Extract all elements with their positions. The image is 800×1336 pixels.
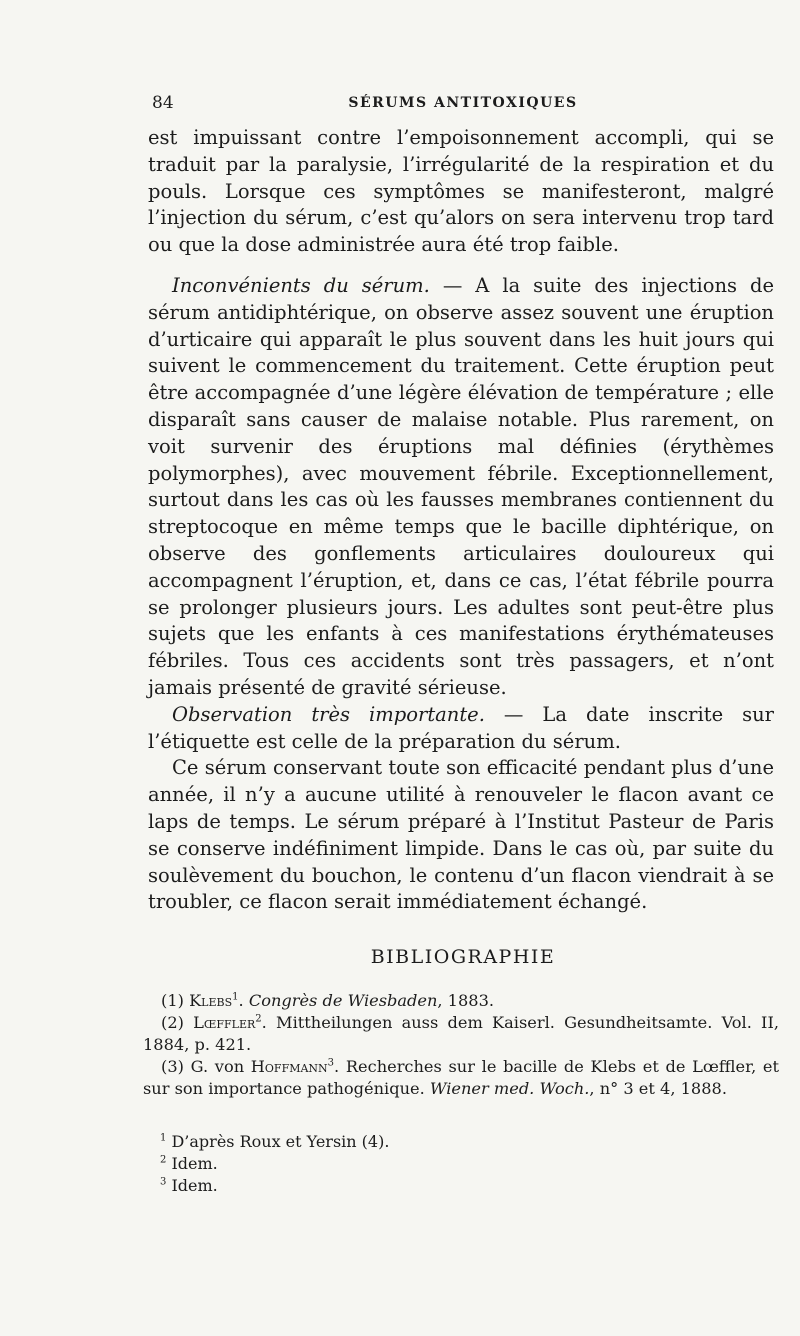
entry-pre: Recherches sur le bacille de Klebs et de Lœffler, et sur son importance pathogénique. [143,1057,780,1098]
run-in-heading: Inconvénients du sérum. [172,273,430,297]
bibliography-entry [143,990,779,1012]
entry-title: Mittheilungen auss dem Kaiserl. Gesundheitsamte. Vol. II, 1884, p. 421. [143,1013,779,1054]
footnote-text: Idem. [171,1154,218,1173]
footnote-text: Idem. [171,1176,218,1195]
page-number: 84 [152,93,174,113]
entry-author-prefix: G. von [190,1057,251,1076]
footnote-mark: 1 [160,1132,167,1144]
entry-separator: . [334,1057,346,1076]
bibliography-list [143,990,779,1100]
body-text [148,125,774,916]
entry-rest: , n° 3 et 4, 1888. [589,1079,727,1098]
paragraph: est impuissant contre l’empoisonnement accompli, qui se traduit par la paralysie, l’irrégularité de la respiration et du pouls. Lorsque ces symptômes se manifesteront, malgré l’injection du sérum, c’est qu’alors on sera intervenu trop tard ou que la dose administrée aura été trop faible. [148,126,774,257]
entry-number: (3) [161,1057,184,1076]
entry-author: Lœffler [193,1013,256,1032]
entry-separator: . [238,991,249,1010]
footnotes [160,1131,389,1197]
paragraph-text: — A la suite des injections de sérum antidiphtérique, on observe assez souvent une éruption d’urticaire qui apparaît le plus souvent dans les huit jours qui suivent le commencement du traitement. Cette éruption peut être accompagnée d’une légère élévation de température ; elle disparaît sans causer de malaise notable. Plus rarement, on voit survenir des éruptions mal définies (érythèmes polymorphes), avec mouvement fébrile. Exceptionnellement, surtout dans les cas où les fausses membranes contiennent du streptocoque en même temps que le bacille diphtérique, on observe des gonflements articulaires douloureux qui accompagnent l’éruption, et, dans ce cas, l’état fébrile pourra se prolonger plusieurs jours. Les adultes sont peut-être plus sujets que les enfants à ces manifestations érythémateuses fébriles. Tous ces accidents sont très passagers, et n’ont jamais présenté de gravité sérieuse. [148,273,774,699]
bibliography-title: BIBLIOGRAPHIE [370,946,556,968]
bibliography-entry [143,1012,779,1056]
entry-separator: . [261,1013,277,1032]
page-header [148,93,778,117]
entry-rest: , 1883. [437,991,495,1010]
footnote [160,1175,389,1197]
footnote-ref: 1 [232,991,239,1003]
footnote [160,1153,389,1175]
footnote [160,1131,389,1153]
running-title: SÉRUMS ANTITOXIQUES [348,95,578,111]
paragraph: Ce sérum conservant toute son efficacité pendant plus d’une année, il n’y a aucune utilité à renouveler le flacon avant ce laps de temps. Le sérum préparé à l’Institut Pasteur de Paris se conserve indéfiniment limpide. Dans le cas où, par suite du soulèvement du bouchon, le contenu d’un flacon viendrait à se troubler, ce flacon serait immédiatement échangé. [148,756,774,914]
footnote-mark: 3 [160,1176,167,1188]
paragraph [148,273,774,702]
footnote-ref: 3 [327,1057,335,1069]
footnote-ref: 2 [255,1013,262,1025]
run-in-heading: Observation très importante. [172,702,485,726]
entry-author: Hoffmann [250,1057,328,1076]
footnote-mark: 2 [160,1154,167,1166]
entry-number: (1) [161,991,184,1010]
paragraph-text: — La date inscrite sur l’étiquette est celle de la préparation du sérum. [148,702,774,753]
footnote-text: D’après Roux et Yersin (4). [171,1132,390,1151]
entry-number: (2) [161,1013,184,1032]
bibliography-entry [143,1056,779,1100]
paragraph [148,702,774,756]
entry-author: Klebs [189,991,233,1010]
entry-title: Wiener med. Woch. [429,1079,590,1098]
entry-title: Congrès de Wiesbaden [248,991,438,1010]
